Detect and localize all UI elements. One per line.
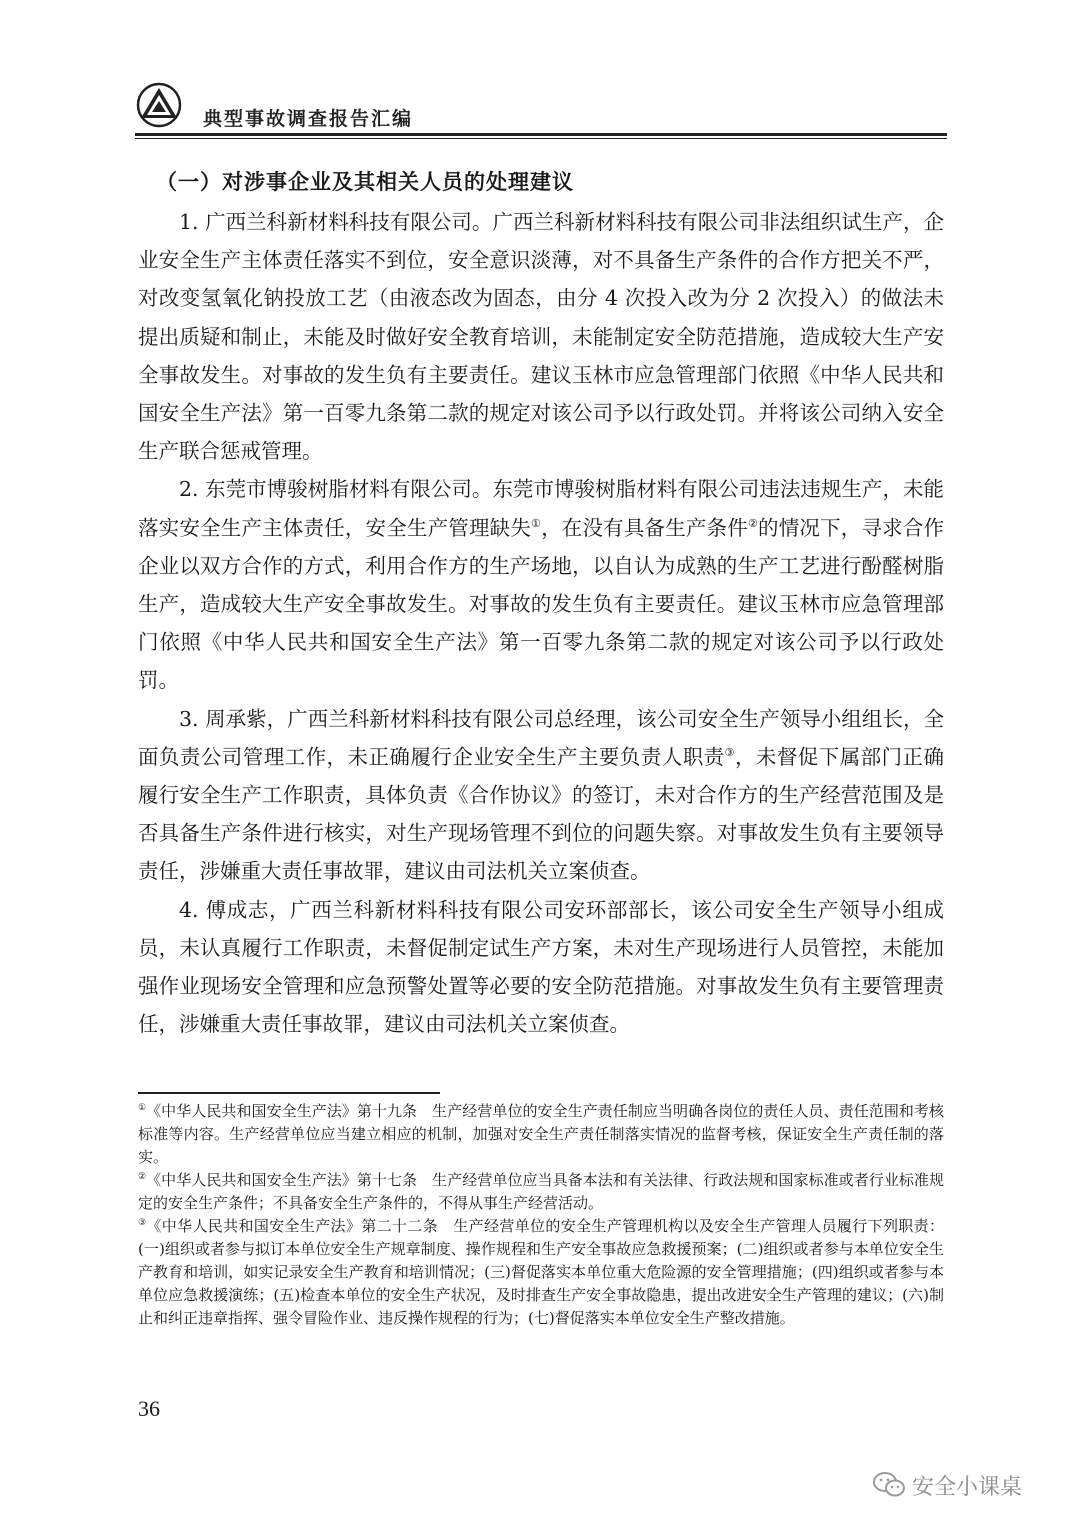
page-number: 36 xyxy=(138,1396,160,1421)
footnote-text: 《中华人民共和国安全生产法》第二十二条 生产经营单位的安全生产管理机构以及安全生产管理人员履行下列职责：(一)组织或者参与拟订本单位安全生产规章制度、操作规程和生产安全事故应急救援预案；(二)组织或者参与本单位安全生产教育和培训，如实记录安全生产教育和培训情况；(三)督促落实本单位重大危险源的安全管理措施；(四)组织或者参与本单位应急救援演练；(五)检查本单位的安全生产状况，及时排查生产安全事故隐患，提出改进安全生产管理的建议；(六)制止和纠正违章指挥、强令冒险作业、违反操作规程的行为；(七)督促落实本单位安全生产整改措施。 xyxy=(138,1217,944,1327)
watermark xyxy=(872,1468,1022,1502)
footnote-ref-1: ① xyxy=(531,516,542,530)
footnote-text: 《中华人民共和国安全生产法》第十七条 生产经营单位应当具备本法和有关法律、行政法规和国家标准或者行业标准规定的安全生产条件；不具备安全生产条件的，不得从事生产经营活动。 xyxy=(138,1171,944,1212)
wechat-icon xyxy=(872,1471,906,1499)
footnote-mark: ② xyxy=(138,1172,147,1182)
footnote-mark: ③ xyxy=(138,1218,147,1228)
body-text xyxy=(138,203,944,1043)
paragraph-text: 的情况下，寻求合作企业以双方合作的方式，利用合作方的生产场地，以自认为成熟的生产工艺进行酚醛树脂生产，造成较大生产安全事故发生。对事故的发生负有主要责任。建议玉林市应急管理部门依照《中华人民共和国安全生产法》第一百零九条第二款的规定对该公司予以行政处罚。 xyxy=(138,515,945,693)
footnote-1 xyxy=(138,1100,944,1169)
paragraph-text: ，在没有具备生产条件 xyxy=(541,515,748,540)
footnotes xyxy=(138,1100,944,1330)
section-heading: （一）对涉事企业及其相关人员的处理建议 xyxy=(156,169,574,194)
footnote-3 xyxy=(138,1215,944,1330)
paragraph-text: 2. 东莞市博骏树脂材料有限公司。东莞市博骏树脂材料有限公司违法违规生产，未能落实安全生产主体责任，安全生产管理缺失 xyxy=(138,477,944,540)
footnote-2 xyxy=(138,1169,944,1215)
watermark-text: 安全小课桌 xyxy=(912,1474,1023,1500)
safety-triangle-logo-icon xyxy=(135,82,183,128)
paragraph-4: 4. 傅成志，广西兰科新材料科技有限公司安环部部长，该公司安全生产领导小组成员，未认真履行工作职责，未督促制定试生产方案，未对生产现场进行人员管控，未能加强作业现场安全管理和应急预警处置等必要的安全防范措施。对事故发生负有主要管理责任，涉嫌重大责任事故罪，建议由司法机关立案侦查。 xyxy=(138,897,944,1037)
paragraph-text: 3. 周承紫，广西兰科新材料科技有限公司总经理，该公司安全生产领导小组组长，全面负责公司管理工作，未正确履行企业安全生产主要负责人职责 xyxy=(138,706,944,769)
header-rule-thin xyxy=(135,138,947,139)
footnote-text: 《中华人民共和国安全生产法》第十九条 生产经营单位的安全生产责任制应当明确各岗位的责任人员、责任范围和考核标准等内容。生产经营单位应当建立相应的机制，加强对安全生产责任制落实情况的监督考核，保证安全生产责任制的落实。 xyxy=(138,1102,944,1166)
paragraph-2 xyxy=(138,470,944,699)
paragraph-text: ，未督促下属部门正确履行安全生产工作职责，具体负责《合作协议》的签订，未对合作方的生产经营范围及是否具备生产条件进行核实，对生产现场管理不到位的问题失察。对事故发生负有主要领导责任，涉嫌重大责任事故罪，建议由司法机关立案侦查。 xyxy=(138,744,944,884)
header-title: 典型事故调查报告汇编 xyxy=(203,108,414,130)
paragraph-3 xyxy=(138,700,944,891)
footnote-mark: ① xyxy=(138,1103,147,1113)
footnote-rule xyxy=(138,1092,440,1094)
footnote-ref-2: ② xyxy=(747,516,759,530)
page-header xyxy=(135,82,947,132)
footnote-ref-3: ③ xyxy=(724,746,735,760)
header-rule xyxy=(135,133,947,136)
paragraph-1: 1. 广西兰科新材料科技有限公司。广西兰科新材料科技有限公司非法组织试生产，企业安全生产主体责任落实不到位，安全意识淡薄，对不具备生产条件的合作方把关不严，对改变氢氧化钠投放工艺（由液态改为固态，由分 4 次投入改为分 2 次投入）的做法未提出质疑和制止，未能及时做好安全教育培训，未能制定安全防范措施，造成较大生产安全事故发生。对事故的发生负有主要责任。建议玉林市应急管理部门依照《中华人民共和国安全生产法》第一百零九条第二款的规定对该公司予以行政处罚。并将该公司纳入安全生产联合惩戒管理。 xyxy=(138,210,944,464)
